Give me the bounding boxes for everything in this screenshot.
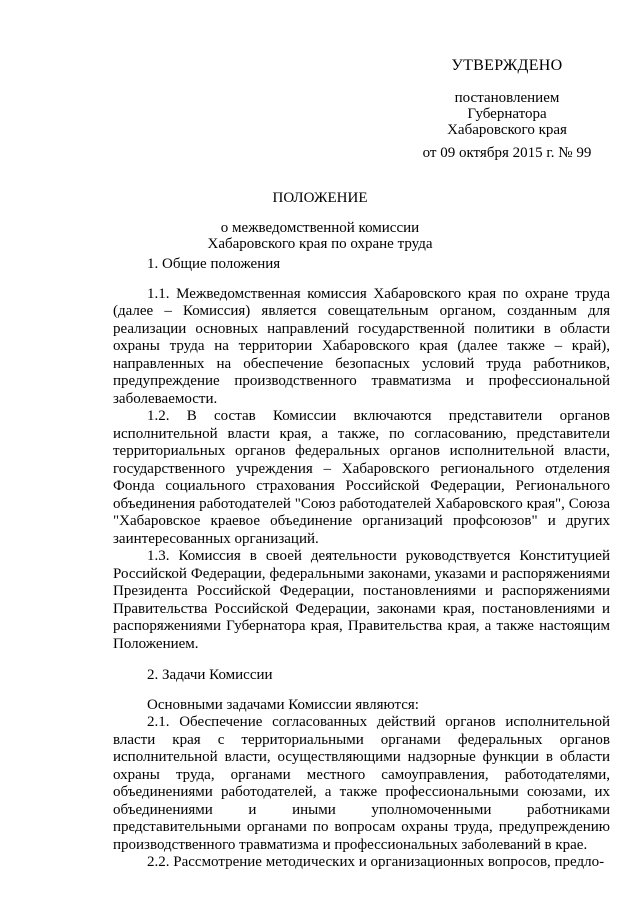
- approval-line: постановлением: [454, 90, 560, 106]
- document-subtitle: Хабаровского края по охране труда: [207, 236, 433, 252]
- document-subtitle: о межведомственной комиссии: [220, 220, 420, 236]
- approval-stamp: [412, 58, 602, 161]
- paragraph: 1.1. Межведомственная комиссия Хабаровского края по охране труда (далее – Комиссия) является совещательным органом, созданным для реализации основных направлений государственной политики в области охраны труда на территории Хабаровского края (далее также – край), направленных на обеспечение безопасных условий труда работников, предупреждение производственного травматизма и профессиональной заболеваемости.: [113, 285, 610, 407]
- paragraph: 2.2. Рассмотрение методических и организационных вопросов, предло-: [147, 854, 605, 870]
- approval-line: Губернатора: [467, 106, 547, 122]
- approved-label: УТВЕРЖДЕНО: [451, 57, 563, 74]
- document-body: [113, 256, 610, 872]
- document-title: ПОЛОЖЕНИЕ: [272, 190, 368, 206]
- document-title-block: [150, 190, 490, 252]
- section-heading: 2. Задачи Комиссии: [147, 667, 273, 683]
- paragraph: 1.2. В состав Комиссии включаются представители органов исполнительной власти края, а также, по согласованию, представители территориальных органов федеральных органов исполнительной власти, государственного учреждения – Хабаровского регионального отделения Фонда социального страхования Российской Федерации, Регионального объединения работодателей "Союз работодателей Хабаровского края", Союза "Хабаровское краевое объединение организаций профсоюзов" и других заинтересованных организаций.: [113, 408, 610, 547]
- approval-date: от 09 октября 2015 г. № 99: [422, 145, 592, 161]
- approval-line: Хабаровского края: [447, 122, 567, 138]
- section-heading: 1. Общие положения: [147, 256, 281, 272]
- paragraph: 2.1. Обеспечение согласованных действий органов исполнительной власти края с территориальными органами федеральных органов исполнительной власти, осуществляющими надзорные функции в области охраны труда, органами местного самоуправления, работодателями, объединениями работодателей, а также профессиональными союзами, их объединениями и иными уполномоченными работниками представительными органами по вопросам охраны труда, предупреждению производственного травматизма и профессиональных заболеваний в крае.: [113, 714, 610, 853]
- paragraph: 1.3. Комиссия в своей деятельности руководствуется Конституцией Российской Федерации, федеральными законами, указами и распоряжениями Президента Российской Федерации, постановлениями и распоряжениями Правительства Российской Федерации, законами края, постановлениями и распоряжениями Губернатора края, Правительства края, а также настоящим Положением.: [113, 548, 610, 652]
- paragraph: Основными задачами Комиссии являются:: [147, 696, 419, 713]
